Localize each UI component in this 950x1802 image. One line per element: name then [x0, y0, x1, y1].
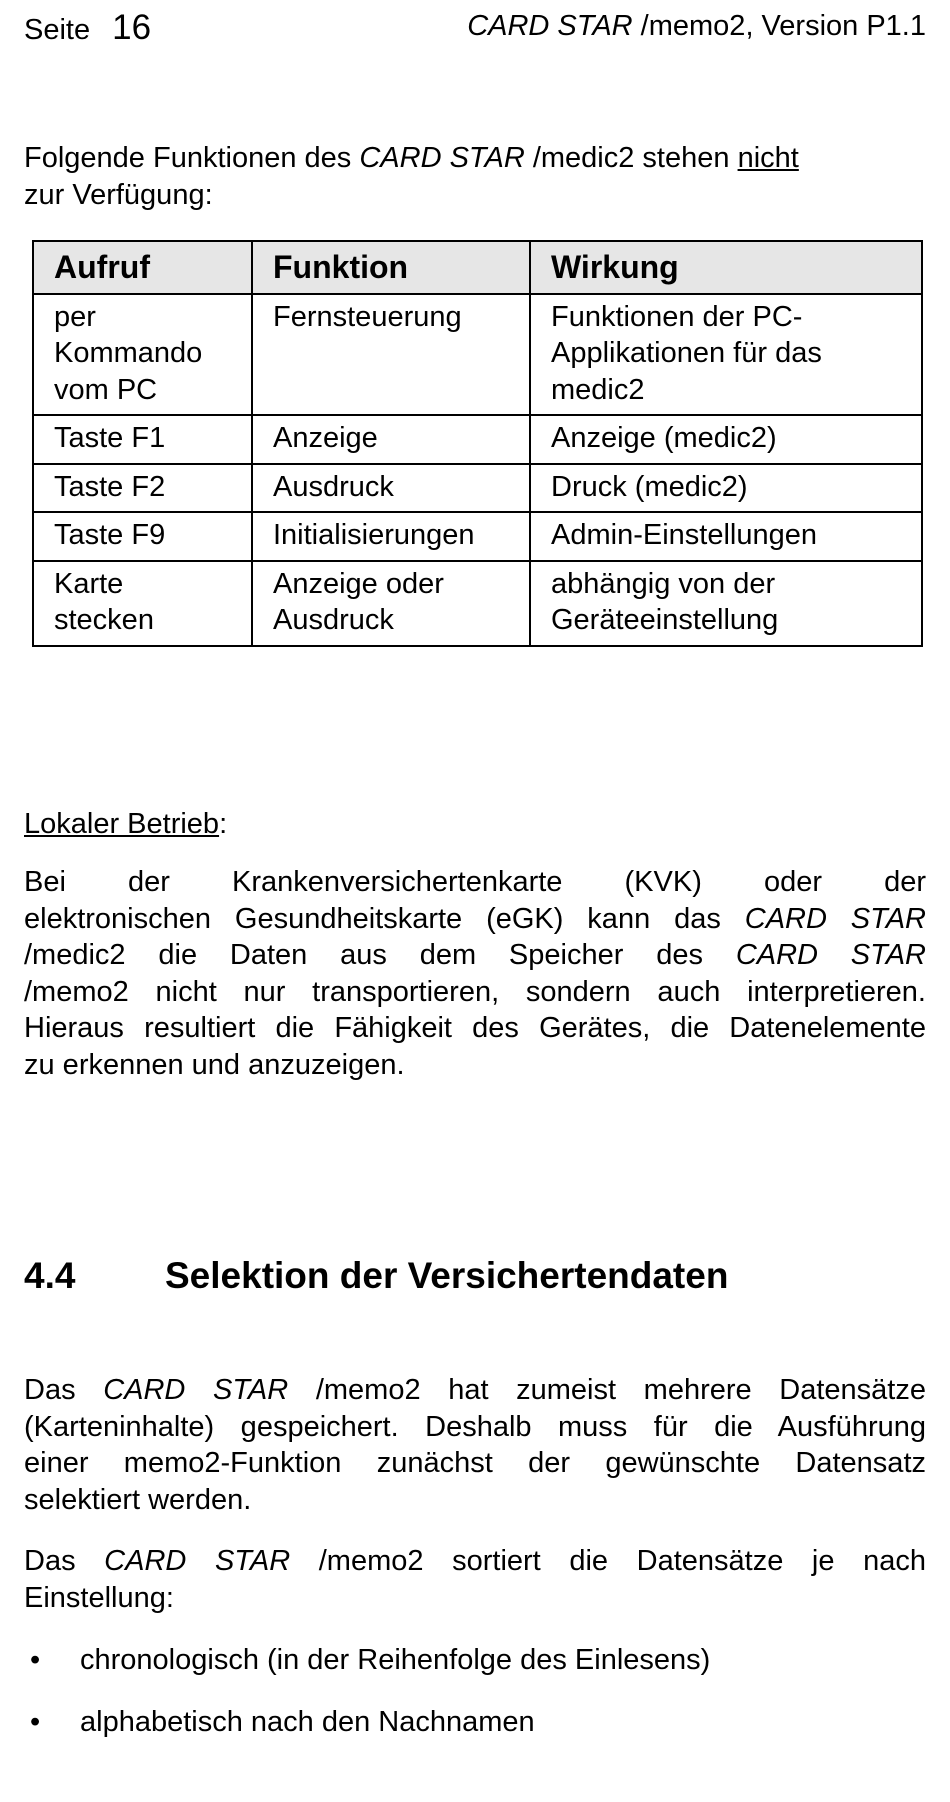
para1-line-3: einer memo2-Funktion zunächst der gewünschte Datensatz — [24, 1447, 926, 1479]
product-name: CARD STAR — [744, 902, 927, 935]
table-cell: Druck (medic2) — [530, 464, 922, 513]
table-row — [33, 415, 922, 464]
local-line-4: /memo2 nicht nur transportieren, sondern auch interpretieren. — [24, 975, 926, 1008]
table-cell: Taste F1 — [33, 415, 252, 464]
local-line-3: /medic2 die Daten aus dem Speicher des CARD STAR — [24, 939, 927, 971]
table-cell: Initialisierungen — [252, 512, 530, 561]
table-cell: abhängig von der Geräteeinstellung — [530, 561, 922, 646]
bullet-icon: • — [30, 1644, 41, 1676]
table-cell: Admin-Einstellungen — [530, 512, 922, 561]
local-operation-paragraph — [24, 864, 926, 1083]
local-line-2: elektronischen Gesundheitskarte (eGK) kann das CARD STAR — [24, 902, 927, 935]
para2-line-1: Das CARD STAR /memo2 sortiert die Datensätze je nach — [24, 1545, 926, 1577]
page-number: 16 — [112, 8, 152, 47]
emphasis-nicht: nicht — [737, 142, 799, 174]
table-cell: Funktionen der PC- Applikationen für das medic2 — [530, 294, 922, 416]
list-item-text: alphabetisch nach den Nachnamen — [80, 1706, 535, 1738]
table-header-row — [33, 241, 922, 294]
para1-line-2: (Karteninhalte) gespeichert. Deshalb muss für die Ausführung — [24, 1410, 926, 1443]
product-name: CARD STAR — [103, 1374, 289, 1406]
column-header-wirkung: Wirkung — [530, 241, 922, 294]
product-name: CARD STAR — [359, 142, 525, 174]
intro-line-1: Folgende Funktionen des CARD STAR /medic2 stehen nicht — [24, 142, 799, 174]
product-name: CARD STAR — [735, 939, 927, 971]
table-cell: Anzeige — [252, 415, 530, 464]
table-cell: Ausdruck — [252, 464, 530, 513]
column-header-aufruf: Aufruf — [33, 241, 252, 294]
table-row — [33, 561, 922, 646]
table-cell: Anzeige (medic2) — [530, 415, 922, 464]
local-line-6: zu erkennen und anzuzeigen. — [24, 1048, 405, 1081]
table-cell: Taste F9 — [33, 512, 252, 561]
para1-line-1: Das CARD STAR /memo2 hat zumeist mehrere Datensätze — [24, 1374, 926, 1406]
function-table — [32, 240, 923, 647]
table-cell: Karte stecken — [33, 561, 252, 646]
intro-paragraph — [24, 140, 926, 213]
page-label: Seite — [24, 14, 91, 46]
table-cell: Taste F2 — [33, 464, 252, 513]
table-row — [33, 464, 922, 513]
local-operation-heading: Lokaler Betrieb: — [24, 808, 228, 840]
table-row — [33, 294, 922, 416]
selection-paragraph-2 — [24, 1543, 926, 1616]
para1-line-4: selektiert werden. — [24, 1483, 252, 1516]
table-cell: Anzeige oder Ausdruck — [252, 561, 530, 646]
column-header-funktion: Funktion — [252, 241, 530, 294]
bullet-icon: • — [30, 1706, 41, 1738]
document-version: /memo2, Version P1.1 — [632, 10, 926, 42]
section-heading — [24, 1255, 728, 1297]
product-name: CARD STAR — [104, 1545, 291, 1577]
section-number: 4.4 — [24, 1255, 76, 1296]
table-cell: per Kommando vom PC — [33, 294, 252, 416]
product-name: CARD STAR — [467, 10, 633, 42]
page-number-block — [24, 8, 151, 48]
intro-line-2: zur Verfügung: — [24, 178, 213, 211]
table-row — [33, 512, 922, 561]
selection-paragraph-1 — [24, 1372, 926, 1518]
table-body — [33, 294, 922, 646]
para2-line-2: Einstellung: — [24, 1581, 174, 1614]
local-line-5: Hieraus resultiert die Fähigkeit des Gerätes, die Datenelemente — [24, 1012, 926, 1044]
local-line-1: Bei der Krankenversichertenkarte (KVK) oder der — [24, 866, 926, 898]
page-header — [24, 8, 926, 48]
table-cell: Fernsteuerung — [252, 294, 530, 416]
list-item-text: chronologisch (in der Reihenfolge des Einlesens) — [80, 1644, 711, 1676]
document-title — [467, 10, 926, 43]
section-title: Selektion der Versichertendaten — [165, 1255, 729, 1296]
